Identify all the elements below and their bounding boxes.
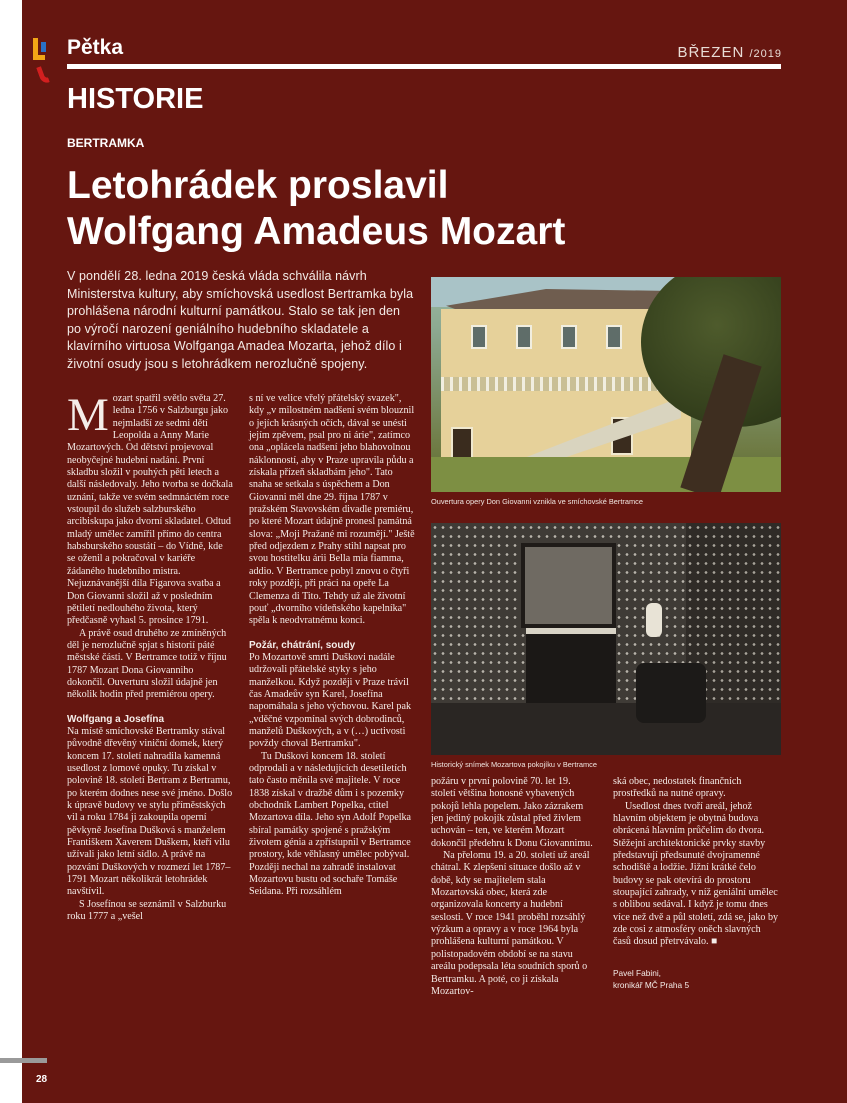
subheading-pozar: Požár, chátrání, soudy [249, 639, 356, 651]
article-lead: V pondělí 28. ledna 2019 česká vláda schválila návrh Ministerstva kultury, aby smíchovská usedlost Bertramka byla prohlášena národní kulturní památkou. Stalo se tak jen den po výročí narození geniálního hudebního skladatele a klavírního virtuosa Wolfganga Amadea Mozarta, jehož dílo i životní osudy jsou s letohrádkem nerozlučně spojeny. [67, 269, 414, 371]
col3-paragraph-1: požáru v první polovině 70. let 19. století většina honosné vybavených pokojů lehla popelem. Jako zázrakem jen jediný pokojík zůstal před živlem uchován – ten, ve kterém Mozart dokončil předehru k Donu Giovannimu. [431, 776, 593, 849]
article-column-4 [613, 776, 779, 992]
header-divider [67, 64, 781, 69]
col2-paragraph-1: s ní ve velice vřelý přátelský svazek", kdy „v milostném nadšení svém blouznil o jejích krásných očích, dával se unésti jejím zpěvem, psal pro ni árie", zatímco ona „oplácela nadšení jeho blahovolnou náklonností, aby v Praze upravila půdu a získala přízeň skladbám jeho". Tato snaha se setkala s úspěchem a Don Giovanni měl dne 29. října 1787 v pražském Stavovském divadle premiéru, po které Mozart údajně pronesl památná slova: „Moji Pražané mi rozumějí." Ještě před odjezdem z Prahy stihl napsat pro svou hostitelku árii Bella mia fiamma, addio. V Bertramce pobyl znovu o čtyři roky později, při práci na opeře La Clemenza di Tito. Tehdy už ale životní pouť „dvorního vídeňského kapelníka" spěla k neodvratnému konci. [249, 393, 415, 627]
page-number: 28 [36, 1074, 48, 1085]
issue-year: /2019 [749, 48, 782, 60]
col2-paragraph-3: Tu Duškovi koncem 18. století odprodali a v následujících desetiletích tato často měnila své majitele. V roce 1838 získal v dražbě dům i s pozemky obchodník Lambert Popelka, ctitel Mozartova díla. Jeho syn Adolf Popelka sbíral památky spojené s pražským životem génia a zpřístupnil v Bertramce prostory, kde věhlasný umělec pobýval. Později nechal na zahradě instalovat Mozartovu bustu od sochaře Tomáše Seidana. Při rozsáhlém [249, 750, 412, 898]
article-column-3 [431, 776, 597, 998]
article-kicker: BERTRAMKA [67, 136, 145, 150]
bertramka-photo [431, 277, 781, 492]
col3-paragraph-2: Na přelomu 19. a 20. století už areál chátral. K zlepšení situace došlo až v době, kdy se majitelem stala Mozartovská obec, která zde organizovala koncerty a hudební seslosti. V roce 1941 proběhl rozsáhlý výzkum a opravy a v roce 1964 byla prohlášena kulturní památkou. V polistopadovém období se na stavu areálu podepsala léta soudních sporů o Bertramku. A poté, co ji získala Mozartov- [431, 850, 590, 997]
col4-paragraph-1: ská obec, nedostatek finančních prostředků na nutné opravy. [613, 776, 742, 800]
article-column-2 [249, 393, 415, 899]
section-title: HISTORIE [67, 83, 204, 115]
col1-paragraph-4: S Josefínou se seznámil v Salzburku roku 1777 a „vešel [67, 898, 227, 923]
col4-paragraph-2: Usedlost dnes tvoří areál, jehož hlavním objektem je obytná budova obrácená hlavním průčelím do dvora. Stěžejní architektonické prvky stavby představují předsunuté dvojramenné schodiště a lodžie. Jižní krátké čelo budovy se pak otevírá do prostoru stoupající zahrady, v níž geniální umělec s oblibou sedával. I když je tomu dnes více než dvě a půl století, zdá se, jako by zde cosi z atmosféry oněch slavných časů dosud přetrvávalo. ■ [613, 800, 779, 948]
article-headline [67, 163, 767, 255]
mozart-room-photo [431, 523, 781, 755]
author-credit [613, 967, 779, 992]
drop-cap: M [67, 389, 109, 441]
photo-caption-2: Historický snímek Mozartova pokojíku v Bertramce [431, 760, 597, 769]
petka-logo-icon [33, 38, 61, 84]
photo-caption-1: Ouvertura opery Don Giovanni vznikla ve smíchovské Bertramce [431, 497, 643, 506]
issue-date [677, 44, 782, 61]
footer-rule [0, 1058, 47, 1063]
article-column-1 [67, 389, 233, 923]
col2-paragraph-2: Po Mozartově smrti Duškovi nadále udržovali přátelské styky s jeho manželkou. Když později v Praze trávil čas Amadeův syn Karel, Josefína napomáhala s jeho výchovou. Karel pak „vděčné vzpomínal svých dobrodinců, manželů Duškových, a v (…) uctivosti povždy choval Bertramku". [249, 651, 412, 750]
col1-paragraph-1: ozart spatřil světlo světa 27. ledna 1756 v Salzburgu jako nejmladší ze sedmi dětí Leopolda a Anny Marie Mozartových. Od dětství projevoval neobyčejné hudební nadání. První skladbu složil v pouhých pěti letech a další následovaly. Jeho tvorba se dočkala uznání, takže ve svém sedmnáctém roce vstoupil do služeb salzburského arcibiskupa jako dvorní skladatel. Odtud mladý umělec zamířil přímo do centra habsburského soustátí – do Vídně, kde se oženil a pokračoval v kariéře žádaného hudebního mistra. Nejuznávanější díla Figarova svatba a Don Giovanni složil až v posledním pětiletí nedlouhého života, který předčasně vyhasl 5. prosince 1791. [67, 393, 233, 627]
subheading-wolfgang-josefina: Wolfgang a Josefína [67, 713, 165, 725]
author-name: Pavel Fabini, [613, 967, 661, 978]
headline-line-2: Wolfgang Amadeus Mozart [67, 210, 566, 253]
magazine-brand: Pětka [67, 36, 124, 59]
col1-paragraph-2: A právě osud druhého ze zmíněných děl je nerozlučně spjat s historií páté městské části. V Bertramce totiž v říjnu 1787 Mozart Dona Giovanniho dokončil. Ouverturu složil údajně jen několik hodin před premiérou opery. [67, 627, 227, 701]
headline-line-1: Letohrádek proslavil [67, 164, 449, 207]
col1-paragraph-3: Na místě smíchovské Bertramky stával původně dřevěný viniční domek, který koncem 17. století nahradila kamenná usedlost z lomové opuky. Tu získal v polovině 18. století Bertram z Bertramu, po kterém dodnes nese své jméno. Došlo k úpravě budovy ve stylu příměstských vil a roku 1784 ji zakoupila operní pěvkyně Josefína Dušková s manželem Františkem Xaverem Duškem, kteří vilu užívali jako letní sídlo. A právě na pozvání Duškových v rozmezí let 1787–1791 Mozart několikrát letohrádek navštívil. [67, 725, 233, 898]
issue-month: BŘEZEN [677, 44, 745, 61]
author-role: kronikář MČ Praha 5 [613, 980, 690, 991]
